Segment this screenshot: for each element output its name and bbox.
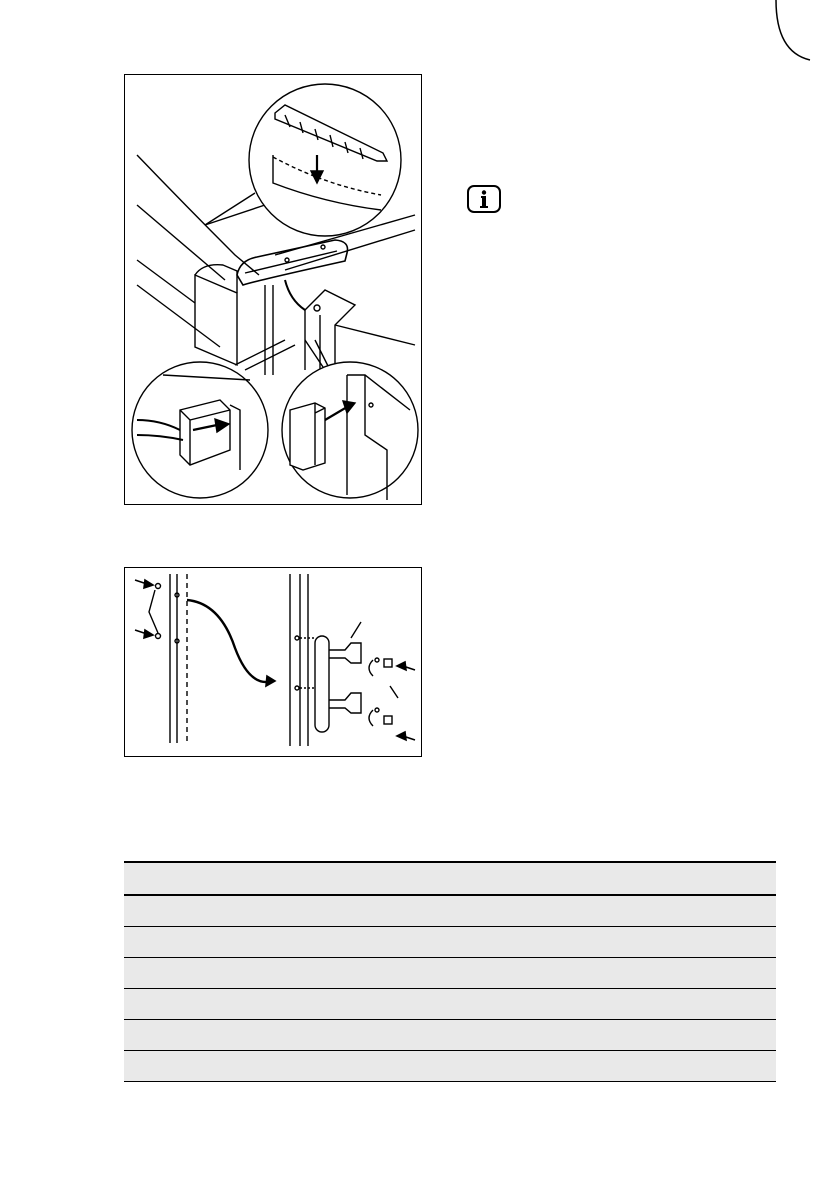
installation-illustration bbox=[125, 75, 421, 504]
table-header-row bbox=[124, 862, 776, 895]
table-row bbox=[124, 958, 776, 989]
page-crop-curve bbox=[776, 0, 810, 60]
table-row bbox=[124, 895, 776, 927]
table-row bbox=[124, 989, 776, 1020]
installation-figure bbox=[124, 74, 422, 505]
handle-illustration bbox=[125, 568, 421, 756]
handle-figure bbox=[124, 567, 422, 757]
table-cell bbox=[124, 989, 776, 1020]
table-row bbox=[124, 1020, 776, 1051]
table-header-cell bbox=[124, 862, 776, 895]
table-cell bbox=[124, 1051, 776, 1082]
table-cell bbox=[124, 1020, 776, 1051]
table-cell bbox=[124, 895, 776, 927]
table-row bbox=[124, 927, 776, 958]
table-cell bbox=[124, 927, 776, 958]
table-cell bbox=[124, 958, 776, 989]
info-icon bbox=[467, 185, 501, 213]
data-table bbox=[124, 861, 776, 1082]
table-row bbox=[124, 1051, 776, 1082]
